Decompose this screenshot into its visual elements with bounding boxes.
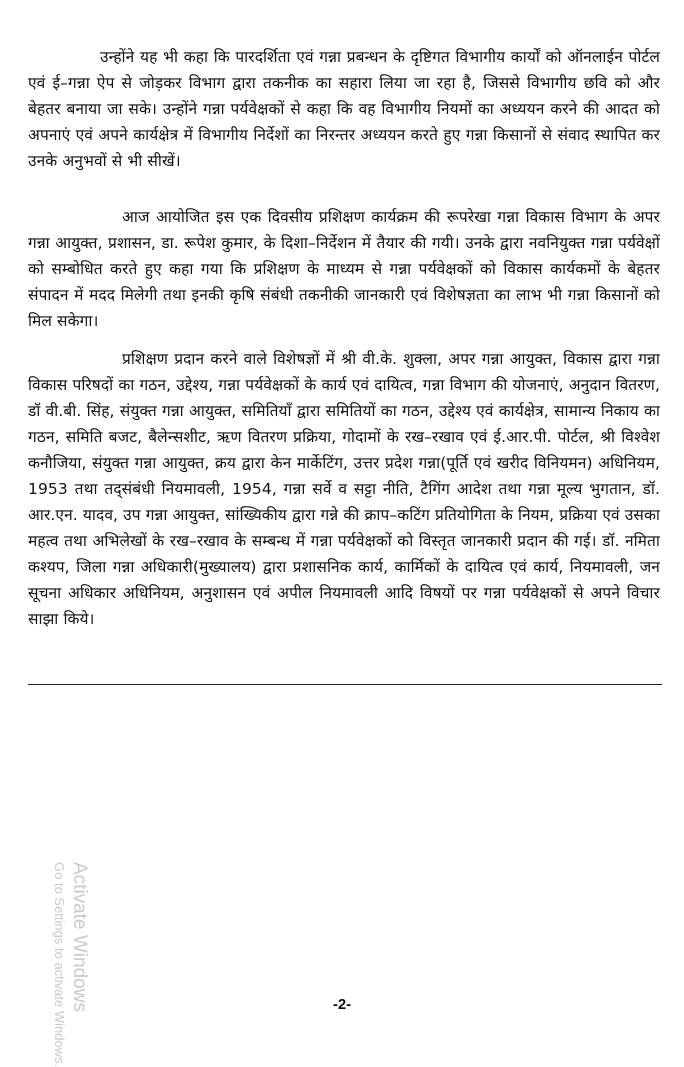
horizontal-divider [28, 684, 662, 685]
page-number: -2- [332, 996, 352, 1013]
body-paragraph-1: उन्होंने यह भी कहा कि पारदर्शिता एवं गन्ना प्रबन्धन के दृष्टिगत विभागीय कार्यों को ऑनलाईन पोर्टल एवं ई–गन्ना ऐप से जोड़कर विभाग द्वारा तकनीक का सहारा लिया जा रहा है, जिससे विभागीय छवि को और बेहतर बनाया जा सके। उन्होंने गन्ना पर्यवेक्षकों से कहा कि वह विभागीय नियमों का अध्ययन करने की आदत को अपनाएं एवं अपने कार्यक्षेत्र में विभागीय निर्देशों का निरन्तर अध्ययन करते हुए गन्ना किसानों से संवाद स्थापित कर उनके अनुभवों से भी सीखें। [28, 48, 660, 170]
body-paragraph-2: आज आयोजित इस एक दिवसीय प्रशिक्षण कार्यक्रम की रूपरेखा गन्ना विकास विभाग के अपर गन्ना आयुक्त, प्रशासन, डा. रूपेश कुमार, के दिशा–निर्देशन में तैयार की गयी। उनके द्वारा नवनियुक्त गन्ना पर्यवेक्षों को सम्बोधित करते हुए कहा गया कि प्रशिक्षण के माध्यम से गन्ना पर्यवेक्षकों को विकास कार्यकमों के बेहतर संपादन में मदद मिलेगी तथा इनकी कृषि संबंधी तकनीकी जानकारी एवं विशेषज्ञता का लाभ भी गन्ना किसानों को मिल सकेगा। [28, 208, 660, 330]
body-paragraph-3: प्रशिक्षण प्रदान करने वाले विशेषज्ञों में श्री वी.के. शुक्ला, अपर गन्ना आयुक्त, विकास द्वारा गन्ना विकास परिषदों का गठन, उद्देश्य, गन्ना पर्यवेक्षकों के कार्य एवं दायित्व, गन्ना विभाग की योजनाएं, अनुदान वितरण, डॉ वी.बी. सिंह, संयुक्त गन्ना आयुक्त, समितियाँ द्वारा समितियों का गठन, उद्देश्य एवं कार्यक्षेत्र, सामान्य निकाय का गठन, समिति बजट, बैलेन्सशीट, ऋण वितरण प्रक्रिया, गोदामों के रख–रखाव एवं ई.आर.पी. पोर्टल, श्री विश्वेश कनौजिया, संयुक्त गन्ना आयुक्त, क्रय द्वारा केन मार्केटिंग, उत्तर प्रदेश गन्ना(पूर्ति एवं खरीद विनियमन) अधिनियम, 1953 तथा तद्संबंधी नियमावली, 1954, गन्ना सर्वे व सट्टा नीति, टैगिंग आदेश तथा गन्ना मूल्य भुगतान, डॉ. आर.एन. यादव, उप गन्ना आयुक्त, सांख्यिकीय द्वारा गन्ने की क्राप–कटिंग प्रतियोगिता के नियम, प्रक्रिया एवं उसका महत्व तथा अभिलेखों के रख–रखाव के सम्बन्ध में गन्ना पर्यवेक्षकों को विस्तृत जानकारी प्रदान की गई। डॉ. नमिता कश्यप, जिला गन्ना अधिकारी(मुख्यालय) द्वारा प्रशासनिक कार्य, कार्मिकों के दायित्व एवं कार्य, नियमावली, जन सूचना अधिकार अधिनियम, अनुशासन एवं अपील नियमावली आदि विषयों पर गन्ना पर्यवेक्षकों से अपने विचार साझा किये। [28, 350, 660, 628]
watermark-subtitle: Go to Settings to activate Windows. [52, 862, 67, 1067]
watermark-title: Activate Windows [69, 862, 90, 1012]
